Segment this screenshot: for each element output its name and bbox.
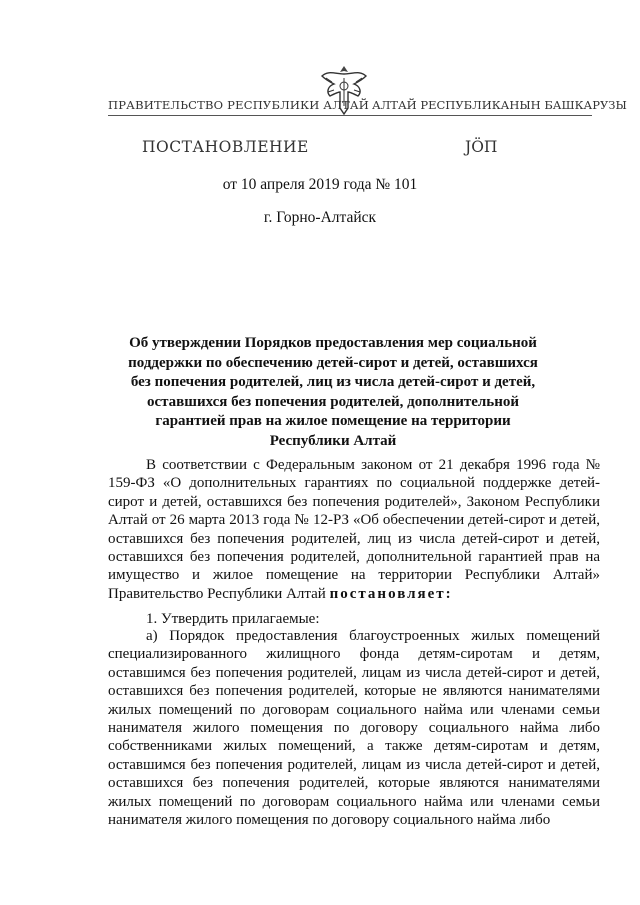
government-name-alt: АЛТАЙ РЕСПУБЛИКАНЫН БАШКАРУЗЫ (372, 98, 627, 112)
document-city: г. Горно-Алтайск (263, 209, 377, 226)
header-divider (108, 115, 592, 116)
clause-1: 1. Утвердить прилагаемые: (146, 611, 320, 627)
preamble-decree-word: постановляет: (329, 585, 453, 602)
clause-1a: а) Порядок предоставления благоустроенных жилых помещений специализированного жилищного фонда детям-сиротам и детям, оставшимся без попечения родителей, лицам из числа детей-сирот и детей, оставшихся без попечения родителей, которые не являются нанимателями жилых помещений по договорам социального найма или членами семьи нанимателя жилого помещения по договору социального найма либо собственниками жилых помещений, а также детям-сиротам и детям, оставшимся без попечения родителей, лицам из числа детей-сирот и детей, оставшихся без попечения родителей, которые являются нанимателями жилых помещений по договорам социального найма или членами семьи нанимателя жилого помещения по договору социального найма либо (108, 628, 600, 829)
document-date-number: от 10 апреля 2019 года № 101 (222, 176, 418, 193)
preamble-paragraph (108, 456, 600, 603)
preamble-text: В соответствии с Федеральным законом от 21 декабря 1996 года № 159-ФЗ «О дополнительных гарантиях по социальной поддержке детей-сирот и детей, оставшихся без попечения родителей», Законом Республики Алтай от 26 марта 2013 года № 12-РЗ «Об обеспечении детей-сирот и детей, оставшихся без попечения родителей, лиц из числа детей-сирот и детей, оставшихся без попечения родителей, дополнительной гарантией прав на имущество и жилое помещение на территории Республики Алтай» Правительство Республики Алтай (108, 457, 600, 602)
act-type-ru: ПОСТАНОВЛЕНИЕ (142, 138, 309, 156)
document-title: Об утверждении Порядков предоставления мер социальной поддержки по обеспечению детей-сирот и детей, оставшихся без попечения родителей, лиц из числа детей-сирот и детей, оставшихся без попечения родителей, дополнительной гарантией прав на жилое помещение на территории Республики Алтай (128, 335, 538, 449)
act-type-alt: JÖП (465, 138, 498, 156)
government-name-ru: ПРАВИТЕЛЬСТВО РЕСПУБЛИКИ АЛТАЙ (108, 98, 370, 112)
